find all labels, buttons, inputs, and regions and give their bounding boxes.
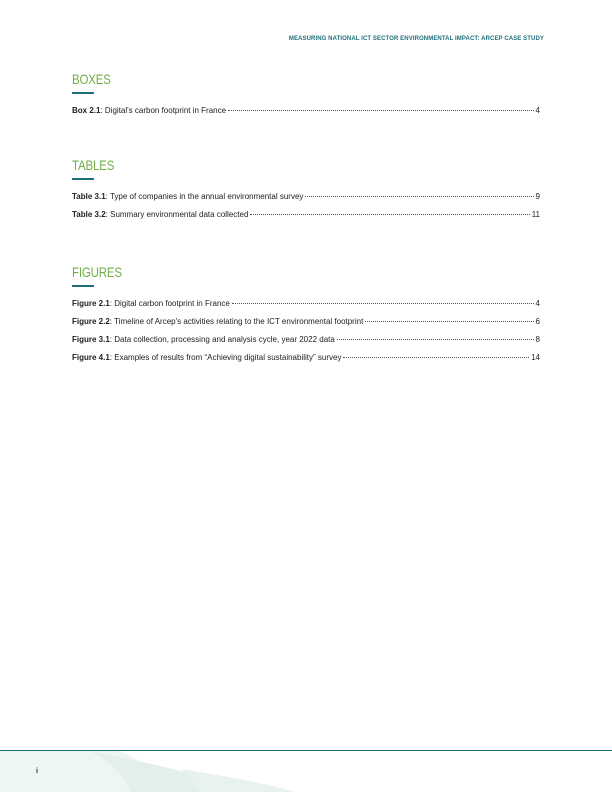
toc-entry-label: Figure 4.1 (72, 353, 110, 362)
toc-entry-table-3-2[interactable] (72, 206, 540, 224)
dot-leader (232, 303, 534, 304)
toc-entry-label: Table 3.1 (72, 192, 106, 201)
toc-entry-figure-2-2[interactable] (72, 313, 540, 331)
footer-wave-decoration (0, 751, 612, 792)
page-number: i (36, 768, 38, 775)
toc-entry-page: 4 (535, 106, 540, 115)
figures-heading: FIGURES (72, 264, 122, 280)
toc-entry-figure-2-1[interactable] (72, 295, 540, 313)
figures-section (72, 263, 540, 367)
toc-entry-text: : Timeline of Arcep's activities relating to the ICT environmental footprint (109, 317, 364, 326)
toc-entry-label: Figure 3.1 (72, 335, 110, 344)
dot-leader (337, 339, 534, 340)
toc-entry-text: : Digital carbon footprint in France (109, 299, 230, 308)
toc-entry-label: Box 2.1 (72, 106, 101, 115)
dot-leader (305, 196, 533, 197)
toc-entry-text: : Digital's carbon footprint in France (100, 106, 227, 115)
tables-heading: TABLES (72, 157, 115, 173)
dot-leader (250, 214, 529, 215)
toc-entry-page: 9 (535, 192, 540, 201)
boxes-section (72, 70, 540, 120)
toc-entry-page: 11 (531, 210, 540, 219)
dot-leader (228, 110, 533, 111)
boxes-heading-rule (72, 92, 94, 94)
toc-entry-table-3-1[interactable] (72, 188, 540, 206)
toc-entry-text: : Summary environmental data collected (105, 210, 249, 219)
toc-entry-label: Figure 2.2 (72, 317, 110, 326)
toc-entry-label: Figure 2.1 (72, 299, 110, 308)
toc-entry-text: : Data collection, processing and analysis cycle, year 2022 data (109, 335, 335, 344)
tables-section (72, 156, 540, 224)
toc-entry-text: : Type of companies in the annual environmental survey (105, 192, 304, 201)
toc-entry-page: 8 (535, 335, 540, 344)
dot-leader (365, 321, 533, 322)
dot-leader (343, 357, 529, 358)
toc-entry-page: 14 (531, 353, 540, 362)
tables-heading-rule (72, 178, 94, 180)
toc-entry-figure-3-1[interactable] (72, 331, 540, 349)
toc-entry-text: : Examples of results from “Achieving digital sustainability” survey (109, 353, 342, 362)
figures-heading-rule (72, 285, 94, 287)
toc-entry-figure-4-1[interactable] (72, 349, 540, 367)
toc-entry-page: 4 (535, 299, 540, 308)
toc-entry-label: Table 3.2 (72, 210, 106, 219)
toc-entry-page: 6 (535, 317, 540, 326)
boxes-heading: BOXES (72, 71, 111, 87)
toc-entry-box-2-1[interactable] (72, 102, 540, 120)
running-header: MEASURING NATIONAL ICT SECTOR ENVIRONMENTAL IMPACT: ARCEP CASE STUDY (288, 36, 544, 42)
